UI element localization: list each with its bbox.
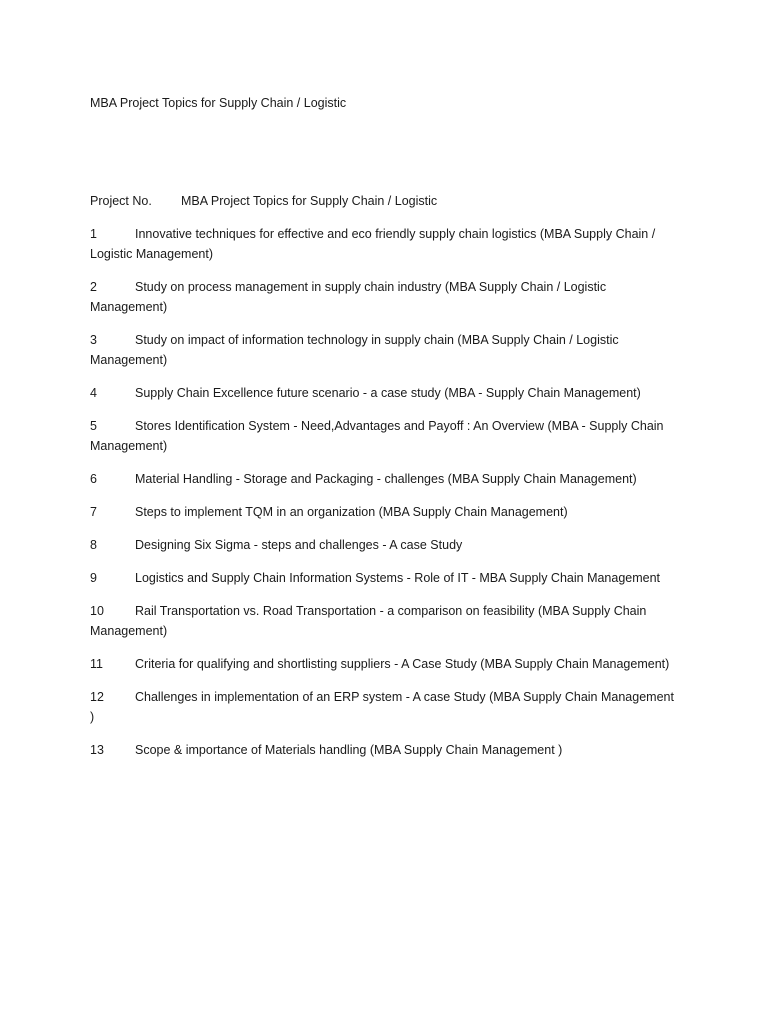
topic-text: Challenges in implementation of an ERP system - A case Study (MBA Supply Chain Management ): [90, 690, 674, 724]
topic-number: 6: [90, 472, 97, 486]
list-item: [90, 654, 680, 674]
list-item: [90, 224, 680, 264]
list-item: [90, 568, 680, 588]
list-item: [90, 687, 680, 727]
header-topics: MBA Project Topics for Supply Chain / Logistic: [181, 194, 438, 208]
topic-text: Study on process management in supply chain industry (MBA Supply Chain / Logistic Management): [90, 280, 607, 314]
topic-text: Innovative techniques for effective and eco friendly supply chain logistics (MBA Supply Chain / Logistic Management): [90, 227, 656, 261]
topic-number: 13: [90, 743, 104, 757]
topic-text: Stores Identification System - Need,Advantages and Payoff : An Overview (MBA - Supply Chain Management): [90, 419, 664, 453]
table-header: [90, 191, 437, 211]
document-title: MBA Project Topics for Supply Chain / Logistic: [90, 96, 347, 110]
topic-text: Supply Chain Excellence future scenario - a case study (MBA - Supply Chain Management): [135, 386, 641, 400]
topic-text: Scope & importance of Materials handling (MBA Supply Chain Management ): [135, 743, 563, 757]
topic-number: 5: [90, 419, 97, 433]
list-item: [90, 383, 680, 403]
topic-number: 4: [90, 386, 97, 400]
topic-text: Designing Six Sigma - steps and challenges - A case Study: [135, 538, 463, 552]
topic-number: 9: [90, 571, 97, 585]
topic-text: Logistics and Supply Chain Information Systems - Role of IT - MBA Supply Chain Management: [135, 571, 661, 585]
list-item: [90, 601, 680, 641]
header-project-no: Project No.: [90, 194, 152, 208]
topic-number: 2: [90, 280, 97, 294]
topic-text: Rail Transportation vs. Road Transportation - a comparison on feasibility (MBA Supply Chain Management): [90, 604, 647, 638]
topic-number: 11: [90, 657, 103, 671]
topic-text: Criteria for qualifying and shortlisting suppliers - A Case Study (MBA Supply Chain Management): [135, 657, 670, 671]
list-item: [90, 277, 680, 317]
list-item: [90, 469, 680, 489]
list-item: [90, 740, 680, 760]
topic-number: 3: [90, 333, 97, 347]
list-item: [90, 502, 680, 522]
list-item: [90, 416, 680, 456]
list-item: [90, 535, 680, 555]
topic-number: 8: [90, 538, 97, 552]
topic-text: Material Handling - Storage and Packaging - challenges (MBA Supply Chain Management): [135, 472, 637, 486]
topic-number: 7: [90, 505, 97, 519]
topic-text: Steps to implement TQM in an organization (MBA Supply Chain Management): [135, 505, 568, 519]
list-item: [90, 330, 680, 370]
topic-list: [90, 224, 680, 773]
topic-number: 1: [90, 227, 97, 241]
topic-number: 12: [90, 690, 104, 704]
topic-text: Study on impact of information technology in supply chain (MBA Supply Chain / Logistic Management): [90, 333, 619, 367]
topic-number: 10: [90, 604, 104, 618]
